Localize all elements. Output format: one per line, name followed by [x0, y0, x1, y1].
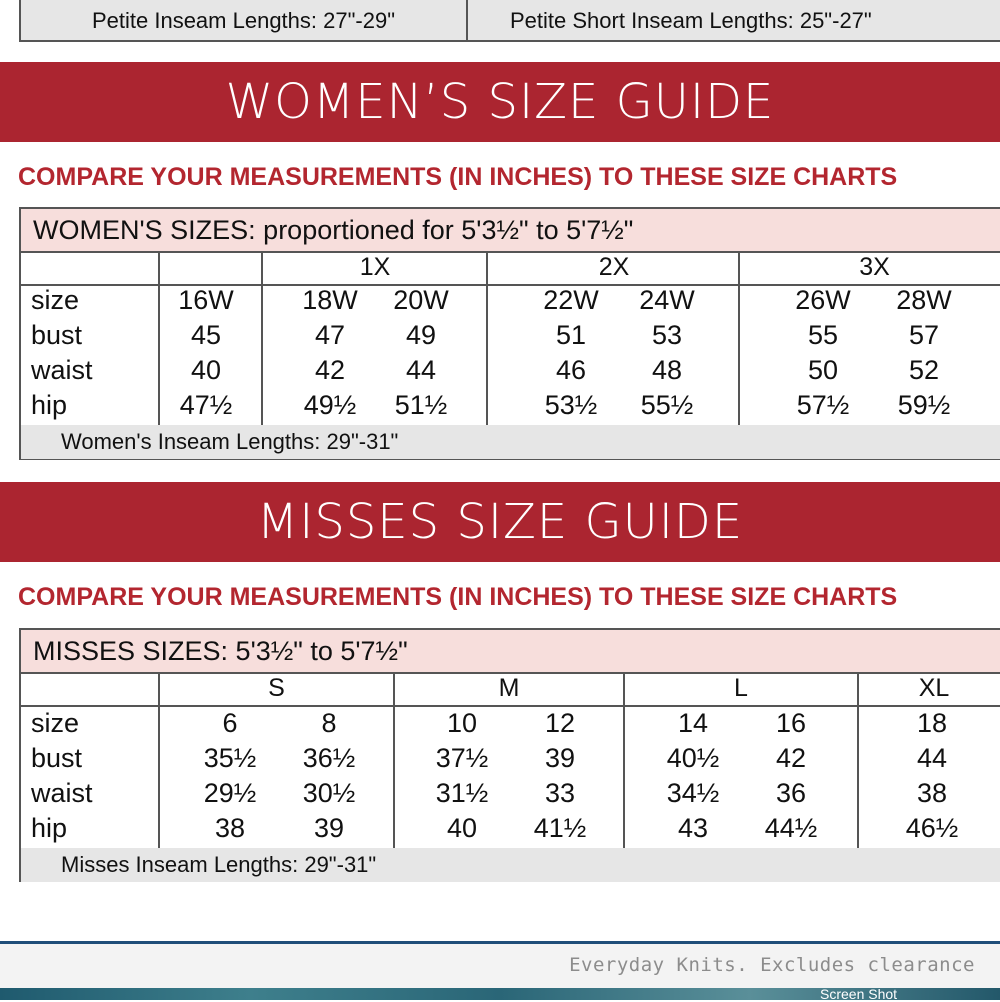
- womens-waist-cell: 42: [314, 355, 346, 385]
- misses-hip-cell: 39: [313, 813, 345, 843]
- misses-size-cell: 16: [775, 708, 807, 738]
- womens-hip-cell: 53½: [544, 390, 598, 420]
- womens-size-cell: 16W: [178, 285, 234, 315]
- womens-bust-cell: 55: [807, 320, 839, 350]
- misses-waist-cell: 29½: [203, 778, 257, 808]
- womens-group-row: [21, 251, 1000, 286]
- group-label: M: [498, 674, 520, 702]
- column-divider: [486, 251, 488, 425]
- womens-hip-cell: 57½: [796, 390, 850, 420]
- womens-table-title: WOMEN'S SIZES: proportioned for 5'3½" to 5'7½": [21, 209, 1000, 253]
- misses-size-cell: 10: [446, 708, 478, 738]
- column-divider: [261, 251, 263, 425]
- womens-bust-cell: 57: [908, 320, 940, 350]
- misses-waist-cell: 33: [544, 778, 576, 808]
- womens-size-guide-banner: WOMEN’S SIZE GUIDE: [0, 62, 1000, 142]
- misses-waist-cell: 31½: [435, 778, 489, 808]
- column-divider: [393, 672, 395, 848]
- womens-hip-cell: 47½: [179, 390, 233, 420]
- misses-size-cell: 6: [222, 708, 238, 738]
- petite-short-inseam-note: Petite Short Inseam Lengths: 25"-27": [468, 0, 1000, 40]
- womens-waist-cell: 40: [190, 355, 222, 385]
- row-label-waist: waist: [31, 778, 93, 808]
- row-label-bust: bust: [31, 320, 83, 350]
- misses-waist-cell: 30½: [302, 778, 356, 808]
- misses-hip-cell: 43: [677, 813, 709, 843]
- column-divider: [158, 251, 160, 425]
- screenshot-label: Screen Shot: [820, 986, 898, 1002]
- misses-size-cell: 18: [916, 708, 948, 738]
- column-divider: [158, 672, 160, 848]
- womens-size-cell: 26W: [795, 285, 851, 315]
- womens-size-table: [19, 207, 1000, 460]
- womens-hip-cell: 55½: [640, 390, 694, 420]
- group-label: 3X: [859, 253, 890, 281]
- womens-waist-cell: 46: [555, 355, 587, 385]
- misses-bust-cell: 35½: [203, 743, 257, 773]
- womens-size-cell: 22W: [543, 285, 599, 315]
- womens-size-cell: 24W: [639, 285, 695, 315]
- womens-size-cell: 28W: [896, 285, 952, 315]
- group-label: XL: [918, 674, 950, 702]
- column-divider: [857, 672, 859, 848]
- womens-bust-cell: 47: [314, 320, 346, 350]
- misses-hip-cell: 38: [214, 813, 246, 843]
- misses-bust-cell: 44: [916, 743, 948, 773]
- group-label: S: [268, 674, 285, 702]
- misses-size-cell: 14: [677, 708, 709, 738]
- misses-group-row: [21, 672, 1000, 707]
- misses-compare-heading: COMPARE YOUR MEASUREMENTS (IN INCHES) TO THESE SIZE CHARTS: [18, 583, 898, 611]
- womens-inseam-note: Women's Inseam Lengths: 29"-31": [21, 425, 1000, 459]
- misses-table-title: MISSES SIZES: 5'3½" to 5'7½": [21, 630, 1000, 674]
- row-label-hip: hip: [31, 390, 68, 420]
- misses-hip-cell: 41½: [533, 813, 587, 843]
- misses-waist-cell: 38: [916, 778, 948, 808]
- womens-hip-cell: 51½: [394, 390, 448, 420]
- misses-hip-cell: 44½: [764, 813, 818, 843]
- womens-waist-cell: 48: [651, 355, 683, 385]
- promo-text: Everyday Knits. Excludes clearance: [569, 954, 975, 976]
- misses-bust-cell: 39: [544, 743, 576, 773]
- misses-size-guide-banner: MISSES SIZE GUIDE: [0, 482, 1000, 562]
- misses-bust-cell: 37½: [435, 743, 489, 773]
- womens-hip-cell: 49½: [303, 390, 357, 420]
- misses-waist-cell: 36: [775, 778, 807, 808]
- group-label: 1X: [359, 253, 391, 281]
- misses-size-cell: 8: [321, 708, 337, 738]
- misses-inseam-note: Misses Inseam Lengths: 29"-31": [21, 848, 1000, 882]
- misses-bust-cell: 40½: [666, 743, 720, 773]
- row-label-bust: bust: [31, 743, 83, 773]
- misses-waist-cell: 34½: [666, 778, 720, 808]
- womens-size-cell: 18W: [302, 285, 358, 315]
- womens-bust-cell: 51: [555, 320, 587, 350]
- misses-hip-cell: 40: [446, 813, 478, 843]
- womens-hip-cell: 59½: [897, 390, 951, 420]
- womens-waist-cell: 44: [405, 355, 437, 385]
- column-divider: [738, 251, 740, 425]
- row-label-size: size: [31, 285, 80, 315]
- womens-waist-cell: 52: [908, 355, 940, 385]
- womens-size-cell: 20W: [393, 285, 449, 315]
- row-label-waist: waist: [31, 355, 93, 385]
- misses-size-table: [19, 628, 1000, 882]
- misses-size-cell: 12: [544, 708, 576, 738]
- womens-compare-heading: COMPARE YOUR MEASUREMENTS (IN INCHES) TO THESE SIZE CHARTS: [18, 163, 898, 191]
- misses-hip-cell: 46½: [905, 813, 959, 843]
- petite-table-partial: [19, 0, 1000, 42]
- petite-inseam-note: Petite Inseam Lengths: 27"-29": [21, 0, 466, 40]
- womens-bust-cell: 45: [190, 320, 222, 350]
- row-label-size: size: [31, 708, 80, 738]
- misses-bust-cell: 36½: [302, 743, 356, 773]
- column-divider: [623, 672, 625, 848]
- row-label-hip: hip: [31, 813, 68, 843]
- group-label: 2X: [598, 253, 630, 281]
- womens-bust-cell: 49: [405, 320, 437, 350]
- womens-bust-cell: 53: [651, 320, 683, 350]
- group-label: L: [734, 674, 748, 702]
- womens-waist-cell: 50: [807, 355, 839, 385]
- misses-bust-cell: 42: [775, 743, 807, 773]
